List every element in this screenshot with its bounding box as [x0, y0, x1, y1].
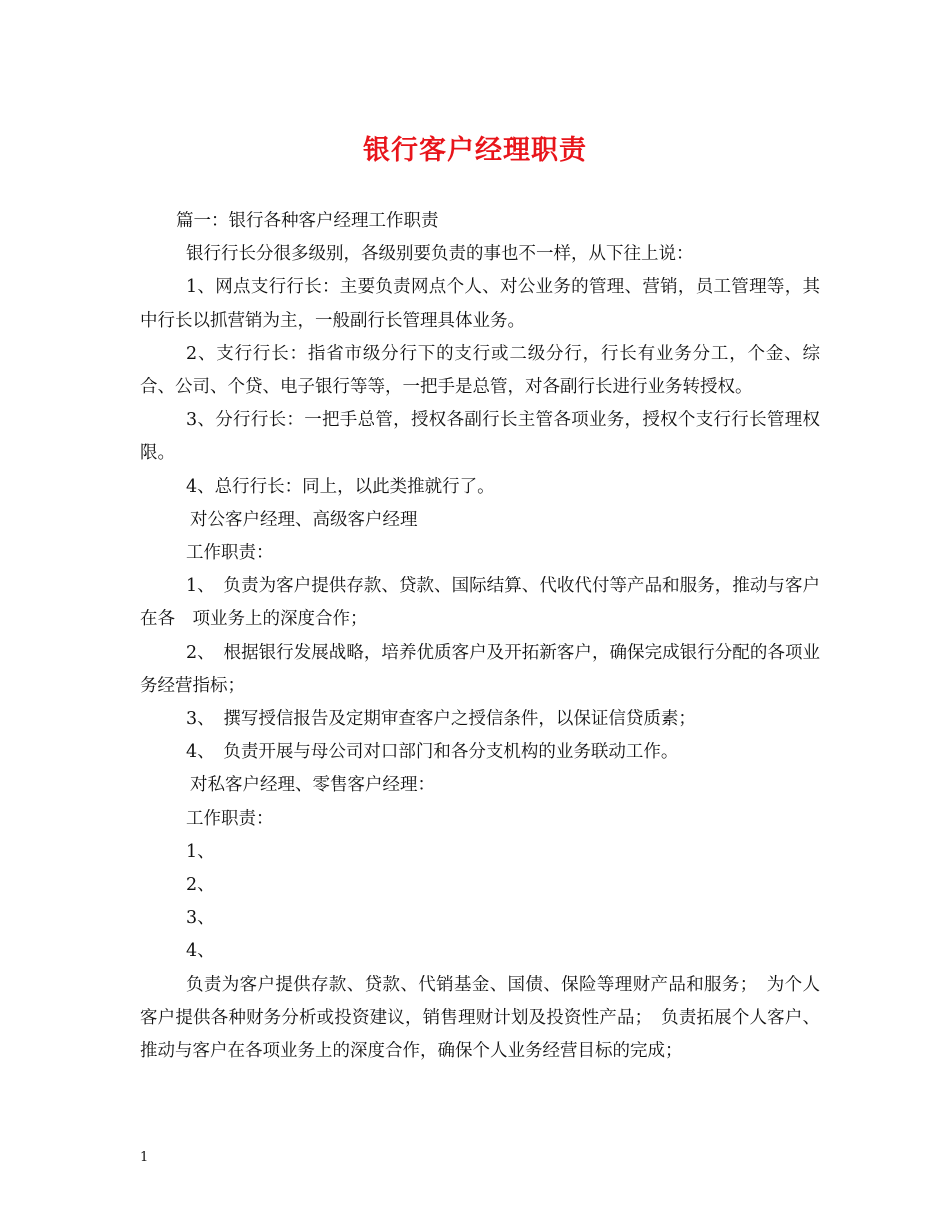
- document-body: [140, 205, 820, 1068]
- subheading: 对私客户经理、零售客户经理：: [190, 775, 435, 796]
- paragraph: 2、支行行长：指省市级分行下的支行或二级分行，行长有业务分工，个金、综合、公司、个贷、电子银行等等，一把手是总管，对各副行长进行业务转授权。: [140, 343, 820, 398]
- list-item: 1、: [186, 841, 215, 862]
- list-item: 3、: [186, 908, 215, 929]
- document-title: 银行客户经理职责: [363, 135, 587, 166]
- list-item: 1、 负责为客户提供存款、贷款、国际结算、代收代付等产品和服务，推动与客户在各 项业务上的深度合作；: [140, 576, 820, 630]
- list-item: 2、: [186, 875, 215, 896]
- paragraph: 1、网点支行行长：主要负责网点个人、对公业务的管理、营销，员工管理等，其中行长以抓营销为主，一般副行长管理具体业务。: [140, 277, 820, 331]
- paragraph: 工作职责：: [186, 808, 274, 829]
- list-item: 3、 撰写授信报告及定期审查客户之授信条件，以保证信贷质素；: [186, 709, 696, 730]
- section-heading: 篇一：银行各种客户经理工作职责: [176, 211, 439, 231]
- list-item: 2、 根据银行发展战略，培养优质客户及开拓新客户，确保完成银行分配的各项业务经营指标；: [140, 642, 820, 696]
- list-item: 4、 负责开展与母公司对口部门和各分支机构的业务联动工作。: [186, 742, 679, 763]
- page-number: 1: [140, 1150, 149, 1165]
- paragraph: 负责为客户提供存款、贷款、代销基金、国债、保险等理财产品和服务； 为个人客户提供各种财务分析或投资建议，销售理财计划及投资性产品； 负责拓展个人客户、推动与客户在各项业务上的深度合作，确保个人业务经营目标的完成；: [140, 974, 820, 1062]
- paragraph: 4、总行行长：同上，以此类推就行了。: [186, 476, 495, 497]
- subheading: 对公客户经理、高级客户经理: [190, 509, 418, 530]
- paragraph: 3、分行行长：一把手总管，授权各副行长主管各项业务，授权个支行行长管理权限。: [140, 410, 820, 464]
- list-item: 4、: [186, 941, 215, 962]
- paragraph: 银行行长分很多级别，各级别要负责的事也不一样，从下往上说：: [186, 244, 694, 265]
- paragraph: 工作职责：: [186, 543, 274, 564]
